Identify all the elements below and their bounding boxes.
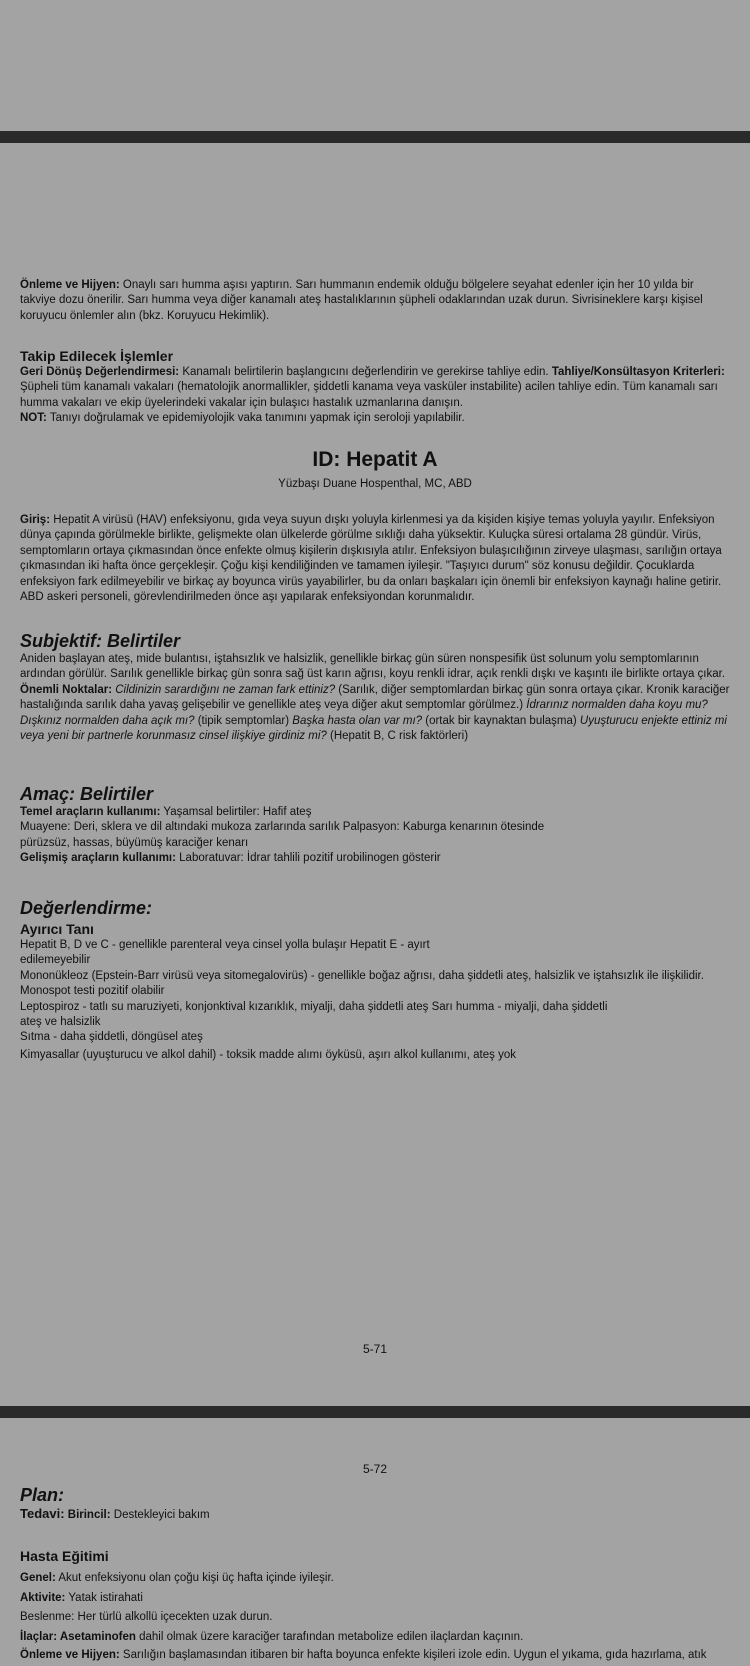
advanced-tools-label: Gelişmiş araçların kullanımı: [20,852,176,865]
intro-text: Hepatit A virüsü (HAV) enfeksiyonu, gıda veya suyun dışkı yoluyla kirlenmesi ya da kişiden kişiye temas yoluyla yayılır. Enfeksiyon dünya çapında görülmekle birlikte, gelişmekte olan ülkelerde görülme sıklığı daha yüksektir. Kuluçka süresi ortalama 28 gündür. Virüs, semptomların ortaya çıkmasından önce enfekte olmuş kişilerin dışkısıyla atılır. Enfeksiyon bulaşıcılığının zirveye ulaşması, sarılığın ortaya çıkmasından iki hafta önce gerçekleşir. Çoğu kişi kendiliğinden ve tamamen iyileşir. "Taşıyıcı durum" söz konusu değildir. Çocuklarda enfeksiyon fark edilmeyebilir ve birkaç ay boyunca virüs yayabilirler, bu da onları başkaları için önemli bir enfeksiyon kaynağı haline getirir. ABD askeri personeli, görevlendirilmeden önce aşı yapılarak enfeksiyondan korunmalıdır. [20,514,722,604]
prevention-text: Onaylı sarı humma aşısı yaptırın. Sarı hummanın endemik olduğu bölgelere seyahat edenler için her 10 yılda bir takviye dozu önerilir. Sarı humma veya diğer kanamalı ateş hastalıklarının şüpheli odaklarından uzak durun. Sivrisineklere karşı kişisel koruyucu önlemler alın (bkz. Koruyucu Hekimlik). [20,279,703,322]
objective-heading: Amaç: Belirtiler [20,784,154,804]
activity-line [20,1589,732,1609]
activity-text: Yatak istirahati [65,1591,143,1604]
differential-line: Kimyasallar (uyuşturucu ve alkol dahil) - toksik madde alımı öyküsü, aşırı alkol kullanımı, ateş yok [20,1048,516,1061]
evac-criteria-text: Şüpheli tüm kanamalı vakaları (hematolojik anormallikler, şiddetli kanama veya vasküler instabilite) acilen tahliye edin. Tüm kanamalı sarı humma vakaları ve ekip üyelerindeki vakalar için bulaşıcı hastalık uzmanlarına danışın. [20,381,718,409]
medications-label: İlaçlar: [20,1630,58,1643]
subjective-heading: Subjektif: Belirtiler [20,631,181,651]
prevention-paragraph [20,278,732,324]
basic-tools-line [20,805,732,820]
key-question-4: Uyuşturucu enjekte ettiniz mi veya yeni bir partnerle korunmasız cinsel ilişkiye girdiniz mi? [20,714,727,743]
key-question-2: İdrarınız normalden daha koyu mu? Dışkınız normalden daha açık mı? [20,699,708,727]
general-label: Genel: [20,1572,56,1584]
diet-label: Beslenme: [20,1611,75,1623]
intro-label: Giriş: [20,514,51,526]
general-text: Akut enfeksiyonu olan çoğu kişi üç hafta içinde iyileşir. [55,1572,334,1584]
prevention-label: Önleme ve Hijyen: [20,1649,120,1661]
followup-heading: Takip Edilecek İşlemler [20,348,174,364]
page-number: 5-71 [362,1342,388,1356]
author-byline: Yüzbaşı Duane Hospenthal, MC, ABD [278,478,472,490]
page-number: 5-72 [362,1462,388,1476]
followup-section [20,348,732,427]
note-paragraph [20,411,732,426]
plan-section [20,1484,732,1523]
acetaminophen-label: Asetaminofen [57,1630,136,1643]
patient-education-section [20,1548,732,1663]
prevention-line [20,1647,732,1663]
intro-paragraph [20,513,732,605]
plan-heading: Plan: [20,1485,65,1505]
exam-line-2: pürüzsüz, hassas, büyümüş karaciğer kenarı [20,836,249,849]
diet-line [20,1608,732,1628]
primary-text: Destekleyici bakım [110,1509,210,1521]
prevention-label: Önleme ve Hijyen: [20,279,120,291]
return-eval-text: Kanamalı belirtilerin başlangıcını değerlendirin ve gerekirse tahliye edin. [179,366,552,378]
note-label: NOT: [20,412,47,425]
objective-section [20,783,732,867]
page-separator-bottom [0,1406,750,1418]
differential-line: Hepatit B, D ve C - genellikle parenteral veya cinsel yolla bulaşır Hepatit E - ayırt [20,939,430,951]
followup-paragraph [20,365,732,411]
exam-line-1: Muayene: Deri, sklera ve dil altındaki mukoza zarlarında sarılık Palpasyon: Kaburga kenarının ötesinde [20,821,545,834]
advanced-tools-text: Laboratuvar: İdrar tahlili pozitif urobilinogen gösterir [175,852,441,865]
subjective-section [20,630,732,744]
evac-criteria-label: Tahliye/Konsültasyon Kriterleri: [551,366,725,378]
advanced-tools-line [20,851,732,866]
treatment-label: Tedavi: [20,1506,65,1521]
medications-line [20,1628,732,1648]
key-answer-4: (Hepatit B, C risk faktörleri) [326,730,469,743]
basic-tools-text: Yaşamsal belirtiler: Hafif ateş [160,806,312,818]
diet-text: Her türlü alkollü içecekten uzak durun. [74,1611,273,1623]
differential-heading: Ayırıcı Tanı [20,921,94,937]
return-eval-label: Geri Dönüş Değerlendirmesi: [20,366,180,378]
assessment-heading: Değerlendirme: [20,898,153,918]
differential-line: Leptospiroz - tatlı su maruziyeti, konjonktival kızarıklık, miyalji, daha şiddetli ateş Sarı humma - miyalji, daha şiddetli [20,1000,608,1013]
key-question-3: Başka hasta olan var mı? [292,714,423,727]
patient-education-heading: Hasta Eğitimi [20,1548,109,1564]
activity-label: Aktivite: [20,1591,66,1604]
treatment-line [20,1506,732,1523]
differential-line: Mononükleoz (Epstein-Barr virüsü veya sitomegalovirüs) - genellikle boğaz ağrısı, daha şiddetli ateş, halsizlik ve iştahsızlık ile ilişkilidir. [20,969,704,982]
assessment-section [20,897,732,1063]
differential-line: Monospot testi pozitif olabilir [20,985,165,998]
key-answer-2: (tipik semptomlar) [194,714,293,727]
key-points-label: Önemli Noktalar: [20,683,113,696]
differential-line: Sıtma - daha şiddetli, döngüsel ateş [20,1031,203,1044]
key-answer-1: (Sarılık, diğer semptomlardan birkaç gün sonra ortaya çıkar. Kronik karaciğer hastalığında sarılık daha yavaş gelişebilir ve genellikle ateş veya diğer akut semptomlar görülmez.) [20,683,730,712]
differential-line: ateş ve halsizlik [20,1016,101,1029]
prevention-text: Sarılığın başlamasından itibaren bir hafta boyunca enfekte kişileri izole edin. Uygun el yıkama, gıda hazırlama, atık [119,1649,707,1661]
note-text: Tanıyı doğrulamak ve epidemiyolojik vaka tanımını yapmak için seroloji yapılabilir. [46,412,465,425]
key-answer-3: (ortak bir kaynaktan bulaşma) [422,714,580,727]
page-title: ID: Hepatit A [312,448,438,471]
page-separator-top [0,131,750,143]
differential-line: edilemeyebilir [20,954,91,967]
medications-text: dahil olmak üzere karaciğer tarafından metabolize edilen ilaçlardan kaçının. [135,1630,524,1643]
basic-tools-label: Temel araçların kullanımı: [20,806,161,818]
key-question-1: Cildinizin sarardığını ne zaman fark ettiniz? [112,683,336,696]
primary-label: Birincil: [64,1509,111,1521]
subjective-text: Aniden başlayan ateş, mide bulantısı, iştahsızlık ve halsizlik, genellikle birkaç gün süren nonspesifik üst solunum yolu semptomlarının ardından görülür. Sarılık genellikle birkaç gün sonra sağ üst karın ağrısı, koyu renkli idrar, açık renkli dışkı ve kaşıntı ile birlikte ortaya çıkar. [20,653,726,681]
key-points-paragraph [20,683,732,745]
general-line [20,1569,732,1589]
